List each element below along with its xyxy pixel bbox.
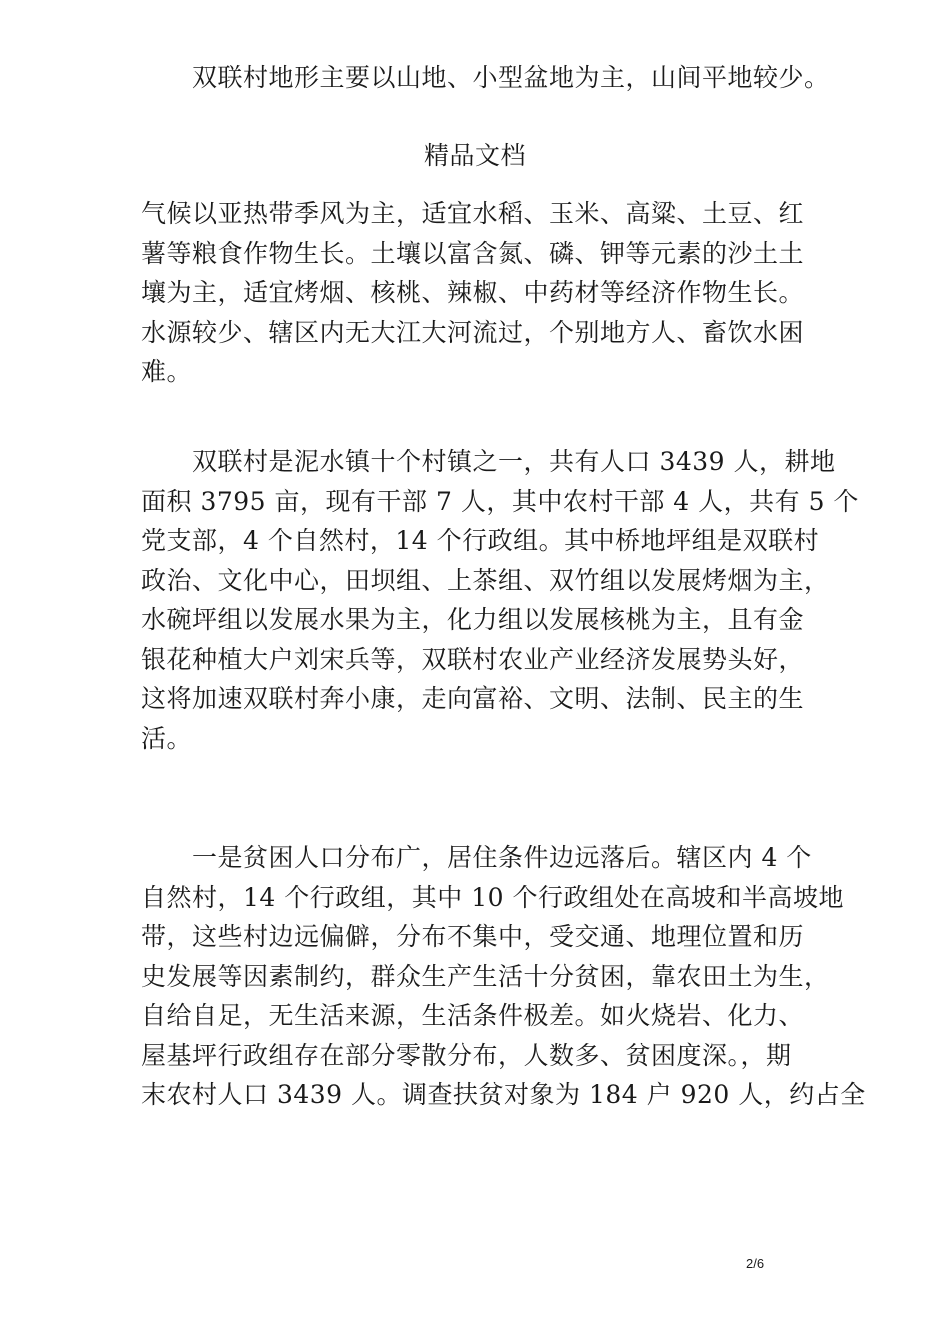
paragraph-line: 末农村人口 3439 人。调查扶贫对象为 184 户 920 人，约占全 [141,1080,866,1109]
paragraph-line: 党支部，4 个自然村，14 个行政组。其中桥地坪组是双联村 [141,526,820,555]
paragraph-line: 史发展等因素制约，群众生产生活十分贫困，靠农田土为生， [141,961,830,991]
paragraph-line: 气候以亚热带季风为主，适宜水稻、玉米、高粱、土豆、红 [141,199,805,228]
paragraph-line: 银花种植大户刘宋兵等，双联村农业产业经济发展势头好， [141,644,805,674]
page-number: 2/6 [746,1256,765,1271]
paragraph-line: 壤为主，适宜烤烟、核桃、辣椒、中药材等经济作物生长。 [141,278,805,307]
paragraph-line: 自然村，14 个行政组，其中 10 个行政组处在高坡和半高坡地 [141,882,844,912]
page-header: 精品文档 [423,141,526,170]
paragraph-line: 双联村是泥水镇十个村镇之一，共有人口 3439 人，耕地 [192,447,836,476]
paragraph-line: 政治、文化中心，田坝组、上茶组、双竹组以发展烤烟为主， [141,565,830,595]
paragraph-climate [141,194,841,392]
continued-paragraph-line: 双联村地形主要以山地、小型盆地为主，山间平地较少。 [192,63,830,92]
paragraph-line: 薯等粮食作物生长。土壤以富含氮、磷、钾等元素的沙土土 [141,238,805,268]
paragraph-line: 面积 3795 亩，现有干部 7 人，其中农村干部 4 人，共有 5 个 [141,486,859,516]
paragraph-line: 活。 [141,723,193,753]
paragraph-line: 难。 [141,357,193,386]
paragraph-line: 屋基坪行政组存在部分零散分布，人数多、贫困度深。，期 [141,1040,792,1070]
paragraph-line: 这将加速双联村奔小康，走向富裕、文明、法制、民主的生 [141,684,805,713]
paragraph-line: 带，这些村边远偏僻，分布不集中，受交通、地理位置和历 [141,922,805,951]
paragraph-line: 自给自足，无生活来源，生活条件极差。如火烧岩、化力、 [141,1001,805,1030]
paragraph-village-overview [141,442,859,758]
paragraph-poverty [141,838,866,1115]
paragraph-line: 水源较少、辖区内无大江大河流过，个别地方人、畜饮水困 [141,317,805,347]
paragraph-line: 水碗坪组以发展水果为主，化力组以发展核桃为主，且有金 [141,605,805,634]
paragraph-line: 一是贫困人口分布广，居住条件边远落后。辖区内 4 个 [192,843,812,872]
